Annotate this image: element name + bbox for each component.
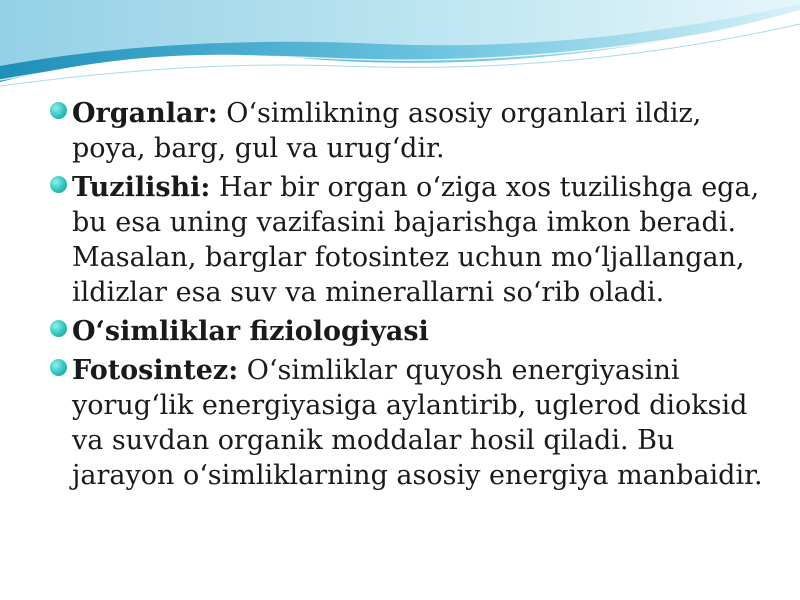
bullet-term: O‘simliklar fiziologiyasi	[72, 316, 429, 347]
bullet-dot-icon	[50, 359, 67, 376]
bullet-fotosintez	[48, 353, 768, 493]
bullet-list	[48, 96, 768, 497]
header-wave-decoration	[0, 0, 800, 100]
bullet-text: O‘simlikning asosiy organlari ildiz, poya, barg, gul va urug‘dir.	[72, 98, 702, 164]
bullet-tuzilishi	[48, 170, 768, 310]
bullet-dot-icon	[50, 176, 67, 193]
bullet-term: Fotosintez:	[72, 355, 239, 386]
bullet-text: O‘simliklar quyosh energiyasini yorug‘lik energiyasiga aylantirib, uglerod dioksid va suvdan organik moddalar hosil qiladi. Bu jarayon o‘simliklarning asosiy energiya manbaidir.	[72, 355, 763, 491]
bullet-text: Har bir organ o‘ziga xos tuzilishga ega, bu esa uning vazifasini bajarishga imkon beradi. Masalan, barglar fotosintez uchun mo‘ljallangan, ildizlar esa suv va minerallarni so‘rib oladi.	[72, 172, 760, 308]
bullet-fiziologiya	[48, 314, 768, 349]
bullet-term: Organlar:	[72, 98, 218, 129]
bullet-organlar	[48, 96, 768, 166]
bullet-term: Tuzilishi:	[72, 172, 211, 203]
bullet-dot-icon	[50, 320, 67, 337]
bullet-dot-icon	[50, 102, 67, 119]
